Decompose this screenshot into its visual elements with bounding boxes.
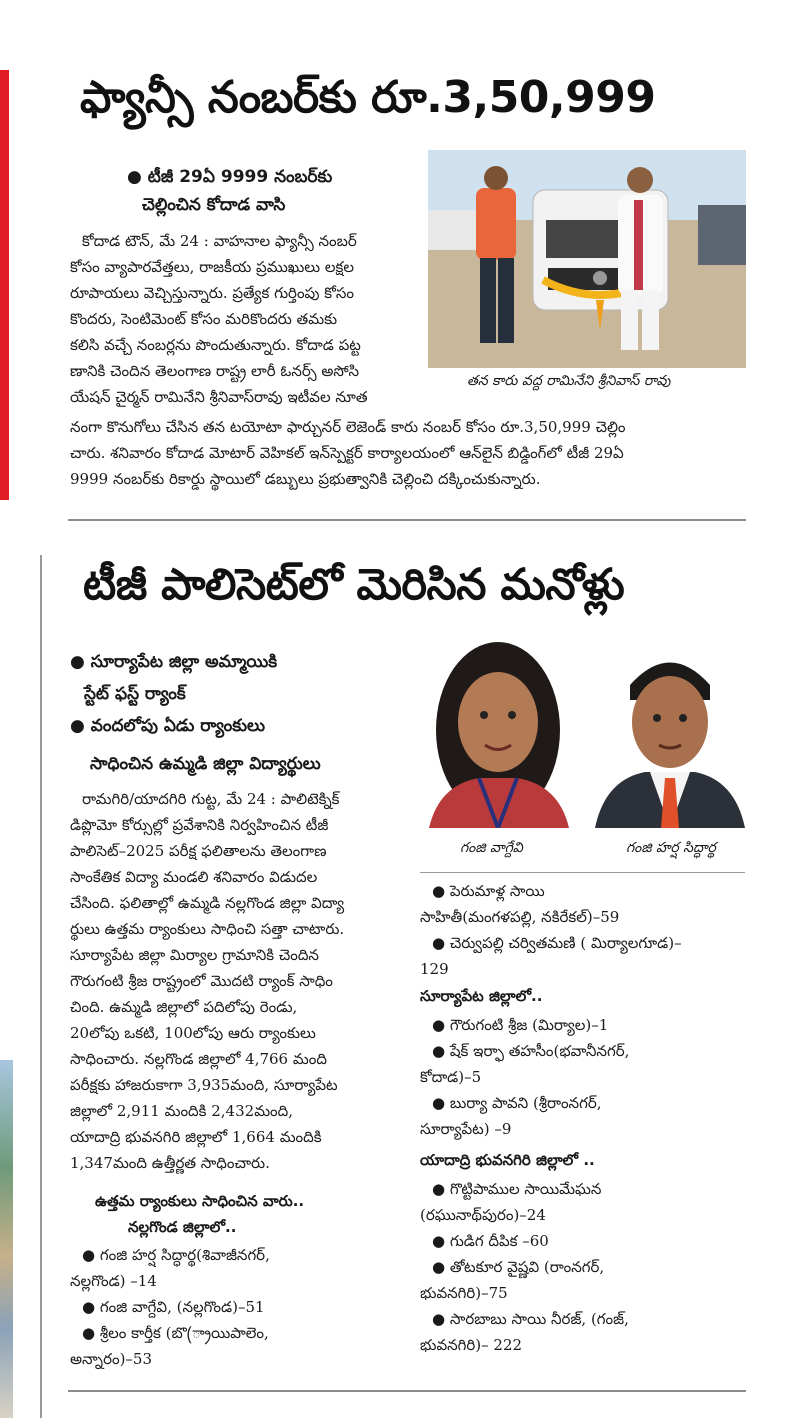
car-owner-photo xyxy=(428,150,746,368)
column-divider-left xyxy=(40,555,42,1418)
list-item: ● షేక్ ఇర్ఫా తహసీం(భవానీనగర్, xyxy=(432,1042,630,1060)
right-list-b xyxy=(420,1012,750,1142)
list-item: ● గౌరుగంటి శ్రీజ (మిర్యాల)–1 xyxy=(432,1016,609,1034)
story2-bullet-2b: సాధించిన ఉమ్మడి జిల్లా విద్యార్థులు xyxy=(90,754,321,774)
list-item: నల్లగొండ) –14 xyxy=(70,1272,157,1290)
list-item: (రఘునాథ్‌పురం)–24 xyxy=(420,1206,546,1224)
story1-line: కొందరు, సెంటిమెంట్ కోసం మరికొందరు తమకు xyxy=(70,310,338,328)
story1-body-full xyxy=(70,414,750,492)
adjacent-photo-edge xyxy=(0,1060,13,1418)
student-girl-portrait xyxy=(419,640,577,828)
list-item: ● గంజి వాగ్దేవి, (నల్లగొండ)–51 xyxy=(82,1298,265,1316)
story1-subhead-1: ● టీజీ 29ఏ 9999 నంబర్‌కు xyxy=(127,167,333,187)
list-item: భువనగిరి)– 222 xyxy=(420,1336,523,1354)
story1-line: యేషన్ చైర్మన్ రామినేని శ్రీనివాస్‌రావు ఇటీవల నూత xyxy=(70,388,368,406)
story1-line: నంగా కొనుగోలు చేసిన తన టయోటా ఫార్చునర్ లెజెండ్ కారు నంబర్ కోసం రూ.3,50,999 చెల్లిం xyxy=(70,418,626,436)
student-boy-portrait xyxy=(595,640,745,828)
story2-body xyxy=(70,786,415,1176)
story2-line: పాలిసెట్–2025 పరీక్ష ఫలితాలను తెలంగాణ xyxy=(70,842,327,860)
story1-line: చారు. శనివారం కోదాడ మోటార్ వెహికల్ ఇన్‌స్పెక్టర్ కార్యాలయంలో ఆన్‌లైన్ బిడ్డింగ్‌లో టీజీ 29ఏ xyxy=(70,444,624,462)
story1-line: కోసం వ్యాపారవేత్తలు, రాజకీయ ప్రముఖులు లక్షల xyxy=(70,258,354,276)
story2-line: 1,347మంది ఉత్తీర్ణత సాధించారు. xyxy=(70,1154,270,1172)
photo-divider xyxy=(420,872,745,873)
section-divider-bottom xyxy=(68,1390,746,1392)
list-item: ● పెరుమాళ్ల సాయి xyxy=(432,882,545,900)
story2-line: చింది. ఉమ్మడి జిల్లాలో పదిలోపు రెండు, xyxy=(70,998,298,1016)
nalgonda-title: నల్లగొండ జిల్లాలో.. xyxy=(128,1218,237,1236)
list-item: ● శ్రీలం కార్తీక (బొ(్రాయిపాలెం, xyxy=(82,1324,269,1342)
story1-line: రూపాయలు వెచ్చిస్తున్నారు. ప్రత్యేక గుర్తింపు కోసం xyxy=(70,284,355,302)
list-item: 129 xyxy=(420,960,449,978)
story2-headline: టీజీ పాలిసెట్‌లో మెరిసిన మనోళ్లు xyxy=(83,560,625,610)
photo-girl xyxy=(419,640,577,828)
story2-line: 20లోపు ఒకటి, 100లోపు ఆరు ర్యాంకులు xyxy=(70,1024,316,1042)
story1-photo-caption: తన కారు వద్ద రామినేని శ్రీనివాస్ రావు xyxy=(467,373,671,389)
list-item: కోదాడ)–5 xyxy=(420,1068,482,1086)
story2-line: సాధించారు. నల్లగొండ జిల్లాలో 4,766 మంది xyxy=(70,1050,327,1068)
section-divider xyxy=(68,519,746,521)
story2-line: రామగిరి/యాదగిరి గుట్ట, మే 24 : పాలిటెక్నిక్ xyxy=(82,790,340,808)
story1-subhead-2: చెల్లించిన కోదాడ వాసి xyxy=(142,195,286,215)
list-item: సూర్యాపేట) –9 xyxy=(420,1120,512,1138)
list-item: ● బుర్యా పావని (శ్రీరాంనగర్, xyxy=(432,1094,602,1112)
list-item: ● గుడిగ దీపిక –60 xyxy=(432,1232,549,1250)
list-item: సాహితీ(మంగళపల్లి, నకిరేకల్)–59 xyxy=(420,908,620,926)
story2-line: ర్థులు ఉత్తమ ర్యాంకులు సాధించి సత్తా చాటారు. xyxy=(70,920,345,938)
story2-line: చేసింది. ఫలితాల్లో ఉమ్మడి నల్లగొండ జిల్లా విద్యా xyxy=(70,894,345,912)
caption-boy: గంజి హర్ష సిద్ధార్థ xyxy=(626,840,716,856)
nalgonda-list xyxy=(70,1242,415,1372)
story1-body-wrap xyxy=(70,228,420,410)
list-item: భువనగిరి)–75 xyxy=(420,1284,508,1302)
story1-headline: ఫ్యాన్సీ నంబర్‌కు రూ.3,50,999 xyxy=(80,72,656,123)
story1-photo xyxy=(428,150,746,368)
story2-line: యాదాద్రి భువనగిరి జిల్లాలో 1,664 మందికి xyxy=(70,1128,322,1146)
red-margin-rule xyxy=(0,70,9,500)
story2-bullet-1b: స్టేట్ ఫస్ట్ ర్యాంక్ xyxy=(84,684,186,704)
story2-line: డిప్లొమో కోర్సుల్లో ప్రవేశానికి నిర్వహించిన టీజీ xyxy=(70,816,329,834)
story2-line: సాంకేతిక విద్యా మండలి శనివారం విడుదల xyxy=(70,868,318,886)
list-item: ● గొట్టిపాముల సాయిమేఘన xyxy=(432,1180,602,1198)
story2-bullet-2: ● వందలోపు ఏడు ర్యాంకులు xyxy=(70,716,265,736)
story1-line: కలిసి వచ్చే నంబర్లను పొందుతున్నారు. కోదాడ పట్ట xyxy=(70,336,361,354)
story2-line: జిల్లాలో 2,911 మందికి 2,432మంది, xyxy=(70,1102,294,1120)
right-list-c xyxy=(420,1176,750,1358)
rankers-title: ఉత్తమ ర్యాంకులు సాధించిన వారు.. xyxy=(95,1192,305,1210)
story2-line: పరీక్షకు హాజరుకాగా 3,935మంది, సూర్యాపేట xyxy=(70,1076,338,1094)
list-item: ● గంజి హర్ష సిద్ధార్థ(శివాజీనగర్, xyxy=(82,1246,270,1264)
list-item: అన్నారం)–53 xyxy=(70,1350,153,1368)
story1-line: 9999 నంబర్‌కు రికార్డు స్థాయిలో డబ్బులు ప్రభుత్వానికి చెల్లించి దక్కించుకున్నారు. xyxy=(70,470,541,488)
list-item: ● చెర్వుపల్లి చర్విత‌మణి ( మిర్యాలగూడ)– xyxy=(432,934,682,952)
suryapet-title: సూర్యాపేట జిల్లాలో.. xyxy=(420,987,543,1005)
story2-bullet-1: ● సూర్యాపేట జిల్లా అమ్మాయికి xyxy=(70,652,278,672)
yadadri-title: యాదాద్రి భువనగిరి జిల్లాలో .. xyxy=(420,1151,595,1169)
list-item: ● సారబాబు సాయి నీరజ్, (గంజ్, xyxy=(432,1310,629,1328)
story2-line: గౌరుగంటి శ్రీజ రాష్ట్రంలో మొదటి ర్యాంక్ సాధిం xyxy=(70,972,333,990)
photo-boy xyxy=(595,640,745,828)
story1-line: ణానికి చెందిన తెలంగాణ రాష్ట్ర లారీ ఓనర్స్ అసోసి xyxy=(70,362,360,380)
caption-girl: గంజి వాగ్దేవి xyxy=(460,840,523,856)
story2-line: సూర్యాపేట జిల్లా మిర్యాల గ్రామానికి చెందిన xyxy=(70,946,319,964)
right-list-a xyxy=(420,878,750,982)
list-item: ● తోటకూర వైష్ణవి (రాంనగర్, xyxy=(432,1258,605,1276)
story1-line: కోదాడ టౌన్, మే 24 : వాహనాల ఫ్యాన్సీ నంబర్ xyxy=(82,232,357,250)
